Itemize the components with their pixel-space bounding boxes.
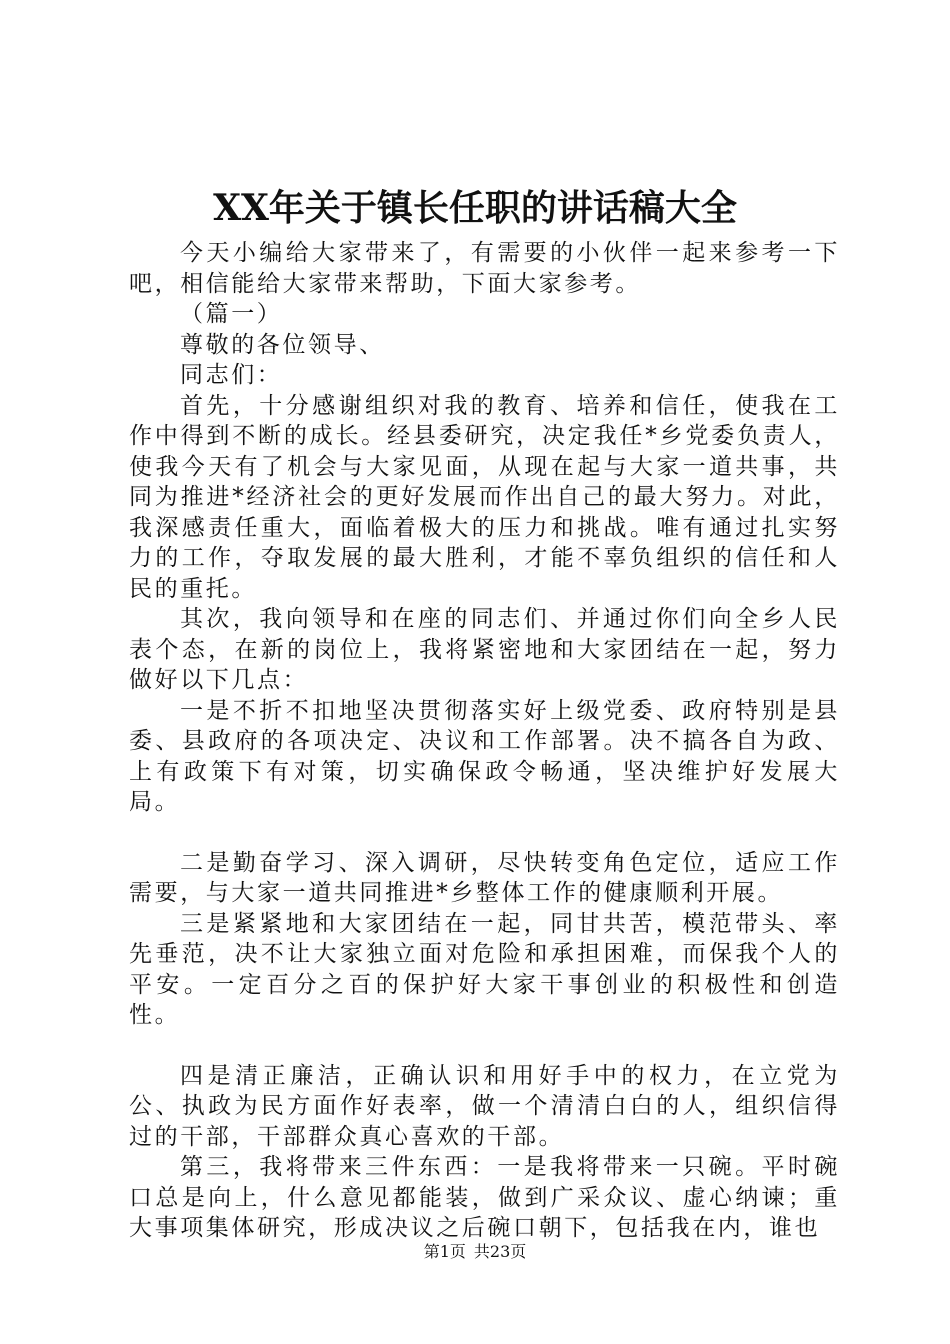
page-number: 第1页 — [423, 1242, 466, 1261]
section-label: （篇一） — [180, 301, 283, 327]
intro-paragraph: 今天小编给大家带来了，有需要的小伙伴一起来参考一下吧，相信能给大家带来帮助，下面大家参考。 — [129, 240, 840, 297]
document-title: XX年关于镇长任职的讲话稿大全 — [213, 187, 737, 229]
salutation-line: 尊敬的各位领导、 — [180, 331, 385, 358]
document-body — [129, 238, 840, 1244]
body-paragraph: 二是勤奋学习、深入调研，尽快转变角色定位，适应工作需要，与大家一道共同推进*乡整体工作的健康顺利开展。 — [129, 849, 840, 906]
body-paragraph: 其次，我向领导和在座的同志们、并通过你们向全乡人民表个态，在新的岗位上，我将紧密地和大家团结在一起，努力做好以下几点： — [129, 606, 840, 693]
body-paragraph: 四是清正廉洁，正确认识和用好手中的权力，在立党为公、执政为民方面作好表率，做一个清清白白的人，组织信得过的干部，干部群众真心喜欢的干部。 — [129, 1062, 840, 1150]
body-paragraph: 首先，十分感谢组织对我的教育、培养和信任，使我在工作中得到不断的成长。经县委研究，决定我任*乡党委负责人，使我今天有了机会与大家见面，从现在起与大家一道共事，共同为推进*经济社会的更好发展而作出自己的最大努力。对此，我深感责任重大，面临着极大的压力和挑战。唯有通过扎实努力的工作，夺取发展的最大胜利，才能不辜负组织的信任和人民的重托。 — [129, 392, 840, 602]
body-paragraph: 第三，我将带来三件东西：一是我将带来一只碗。平时碗口总是向上，什么意见都能装，做到广采众议、虚心纳谏；重大事项集体研究，形成决议之后碗口朝下，包括我在内，谁也 — [129, 1154, 840, 1241]
page-total: 共23页 — [473, 1242, 527, 1261]
body-paragraph: 三是紧紧地和大家团结在一起，同甘共苦，模范带头、率先垂范，决不让大家独立面对危险和承担困难，而保我个人的平安。一定百分之百的保护好大家干事创业的积极性和创造性。 — [129, 910, 840, 1028]
body-paragraph: 一是不折不扣地坚决贯彻落实好上级党委、政府特别是县委、县政府的各项决定、决议和工作部署。决不搞各自为政、上有政策下有对策，切实确保政令畅通，坚决维护好发展大局。 — [129, 697, 840, 815]
page-footer — [0, 1241, 950, 1263]
salutation-line: 同志们： — [180, 362, 283, 388]
